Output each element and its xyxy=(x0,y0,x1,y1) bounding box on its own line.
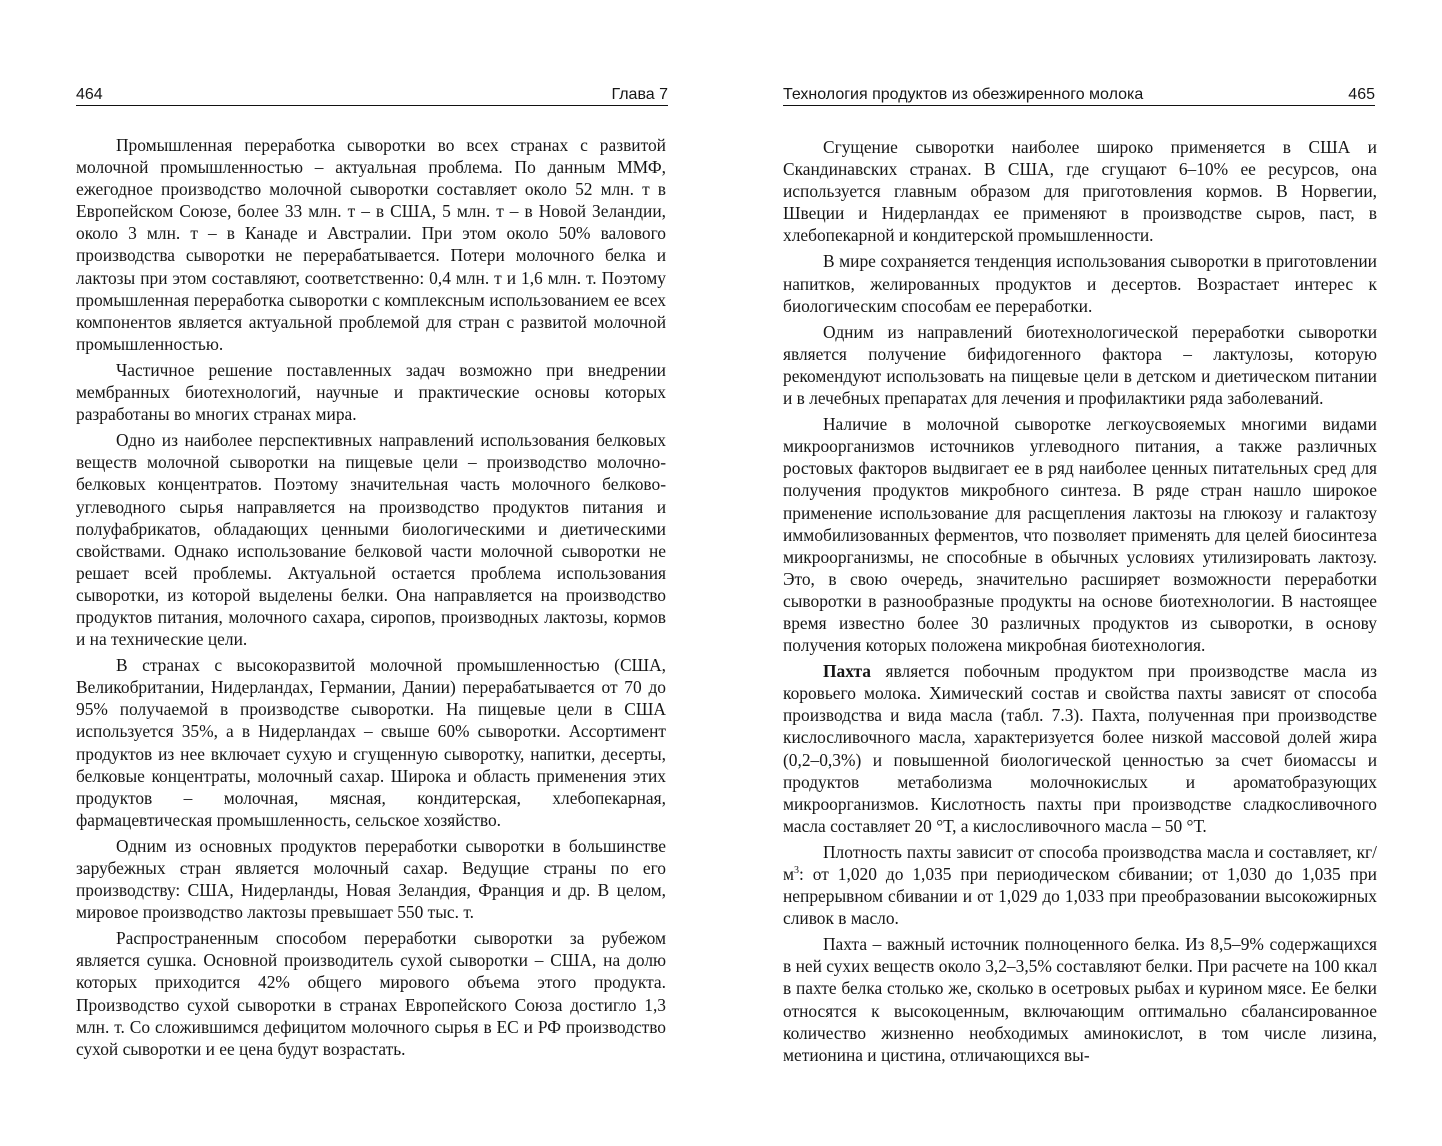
section-title: Технология продуктов из обезжиренного молока xyxy=(783,86,1144,103)
paragraph: Промышленная переработка сыворотки во всех странах с развитой молочной промышленностью – актуальная проблема. По данным ММФ, ежегодное производство молочной сыворотки составляет около 52 млн. т в Европейском Союзе, более 33 млн. т – в США, 5 млн. т – в Новой Зеландии, около 3 млн. т – в Канаде и Австралии. При этом около 50% валового производства сыворотки не перерабатывается. Потери молочного белка и лактозы при этом составляют, соответственно: 0,4 млн. т и 1,6 млн. т. Поэтому промышленная переработка сыворотки с комплексным использованием ее всех компонентов является актуальной проблемой для стран с развитой молочной промышленностью. xyxy=(76,135,666,354)
running-head-right xyxy=(783,83,1375,106)
paragraph: Частичное решение поставленных задач возможно при внедрении мембранных биотехнологий, научные и практические основы которых разработаны во многих странах мира. xyxy=(76,359,666,425)
left-page-body xyxy=(76,134,666,1064)
paragraph-text: : от 1,020 до 1,035 при периодическом сбивании; от 1,030 до 1,035 при непрерывном сбивании и от 1,029 до 1,033 при преобразовании высокожирных сливок в масло. xyxy=(783,864,1377,929)
page-number-left: 464 xyxy=(76,86,103,103)
paragraph: Сгущение сыворотки наиболее широко применяется в США и Скандинавских странах. В США, где сгущают 6–10% ее ресурсов, она используется главным образом для приготовления кормов. В Норвегии, Швеции и Нидерландах ее применяют в производстве сыров, паст, в хлебопекарной и кондитерской промышленности. xyxy=(783,137,1377,246)
right-page-body xyxy=(783,136,1377,1070)
paragraph-text: является побочным продуктом при производстве масла из коровьего молока. Химический состав и свойства пахты зависят от способа производства и вида масла (табл. 7.3). Пахта, полученная при производстве кислосливочного масла, характеризуется более низкой массовой долей жира (0,2–0,3%) и повышенной биологической ценностью за счет биомассы и продуктов метаболизма молочнокислых и ароматобразующих микроорганизмов. Кислотность пахты при производстве сладкосливочного масла составляет 20 °Т, а кислосливочного масла – 50 °Т. xyxy=(783,661,1377,836)
paragraph: Наличие в молочной сыворотке легкоусвояемых многими видами микроорганизмов источников углеводного питания, а также различных ростовых факторов выдвигает ее в ряд наиболее ценных питательных сред для получения продуктов микробного синтеза. В ряде стран нашло широкое применение использование для расщепления лактозы на глюкозу и галактозу иммобилизованных ферментов, что позволяет применять для целей биосинтеза микроорганизмы, не способные в обычных условиях утилизировать лактозу. Это, в свою очередь, значительно расширяет возможности переработки сыворотки в разнообразные продукты на основе биотехнологии. В настоящее время известно более 30 различных продуктов из сыворотки, в основу получения которых положена микробная биотехнология. xyxy=(783,414,1377,656)
paragraph-density xyxy=(783,841,1377,929)
paragraph: Пахта – важный источник полноценного белка. Из 8,5–9% содержащихся в ней сухих веществ около 3,2–3,5% составляют белки. При расчете на 100 ккал в пахте белка столько же, сколько в осетровых рыбах и курином мясе. Ее белки относятся к высокоценным, включающим оптимально сбалансированное количество жизненно необходимых аминокислот, в том числе лизина, метионина и цистина, отличающихся вы- xyxy=(783,934,1377,1065)
paragraph-buttermilk xyxy=(783,660,1377,837)
bold-term: Пахта xyxy=(823,661,871,682)
running-head-left xyxy=(76,83,668,106)
right-page xyxy=(721,0,1442,1146)
paragraph: Распространенным способом переработки сыворотки за рубежом является сушка. Основной производитель сухой сыворотки – США, на долю которых приходится 42% общего мирового объема этого продукта. Производство сухой сыворотки в странах Европейского Союза достигло 1,3 млн. т. Со сложившимся дефицитом молочного сырья в ЕС и РФ производство сухой сыворотки и ее цена будут возрастать. xyxy=(76,928,666,1059)
paragraph: Одним из направлений биотехнологической переработки сыворотки является получение бифидогенного фактора – лактулозы, которую рекомендуют использовать на пищевые цели в детском и диетическом питании и в лечебных препаратах для лечения и профилактики ряда заболеваний. xyxy=(783,321,1377,409)
page-number-right: 465 xyxy=(1348,86,1375,103)
paragraph: Одним из основных продуктов переработки сыворотки в большинстве зарубежных стран является молочный сахар. Ведущие страны по его производству: США, Нидерланды, Новая Зеландия, Франция и др. В целом, мировое производство лактозы превышает 550 тыс. т. xyxy=(76,835,666,923)
paragraph: В странах с высокоразвитой молочной промышленностью (США, Великобритании, Нидерландах, Германии, Дании) перерабатывается от 70 до 95% получаемой в производстве сыворотки. На пищевые цели в США используется 35%, а в Нидерландах – свыше 60% сыворотки. Ассортимент продуктов из нее включает сухую и сгущенную сыворотку, напитки, десерты, белковые концентраты, молочный сахар. Широка и область применения этих продуктов – молочная, мясная, кондитерская, хлебопекарная, фармацевтическая промышленность, сельское хозяйство. xyxy=(76,655,666,830)
superscript: 3 xyxy=(794,865,800,877)
paragraph-text: Плотность пахты зависит от способа производства масла и составляет, кг/м xyxy=(783,841,1377,884)
paragraph: В мире сохраняется тенденция использования сыворотки в приготовлении напитков, желированных продуктов и десертов. Возрастает интерес к биологическим способам ее переработки. xyxy=(783,251,1377,316)
paragraph: Одно из наиболее перспективных направлений использования белковых веществ молочной сыворотки на пищевые цели – производство молочно-белковых концентратов. Поэтому значительная часть молочного белково-углеводного сырья направляется на производство продуктов питания и полуфабрикатов, обладающих ценными биологическими и диетическими свойствами. Однако использование белковой части молочной сыворотки не решает всей проблемы. Актуальной остается проблема использования сыворотки, из которой выделены белки. Она направляется на производство продуктов питания, молочного сахара, сиропов, производных лактозы, кормов и на технические цели. xyxy=(76,430,666,650)
chapter-title: Глава 7 xyxy=(611,86,668,103)
